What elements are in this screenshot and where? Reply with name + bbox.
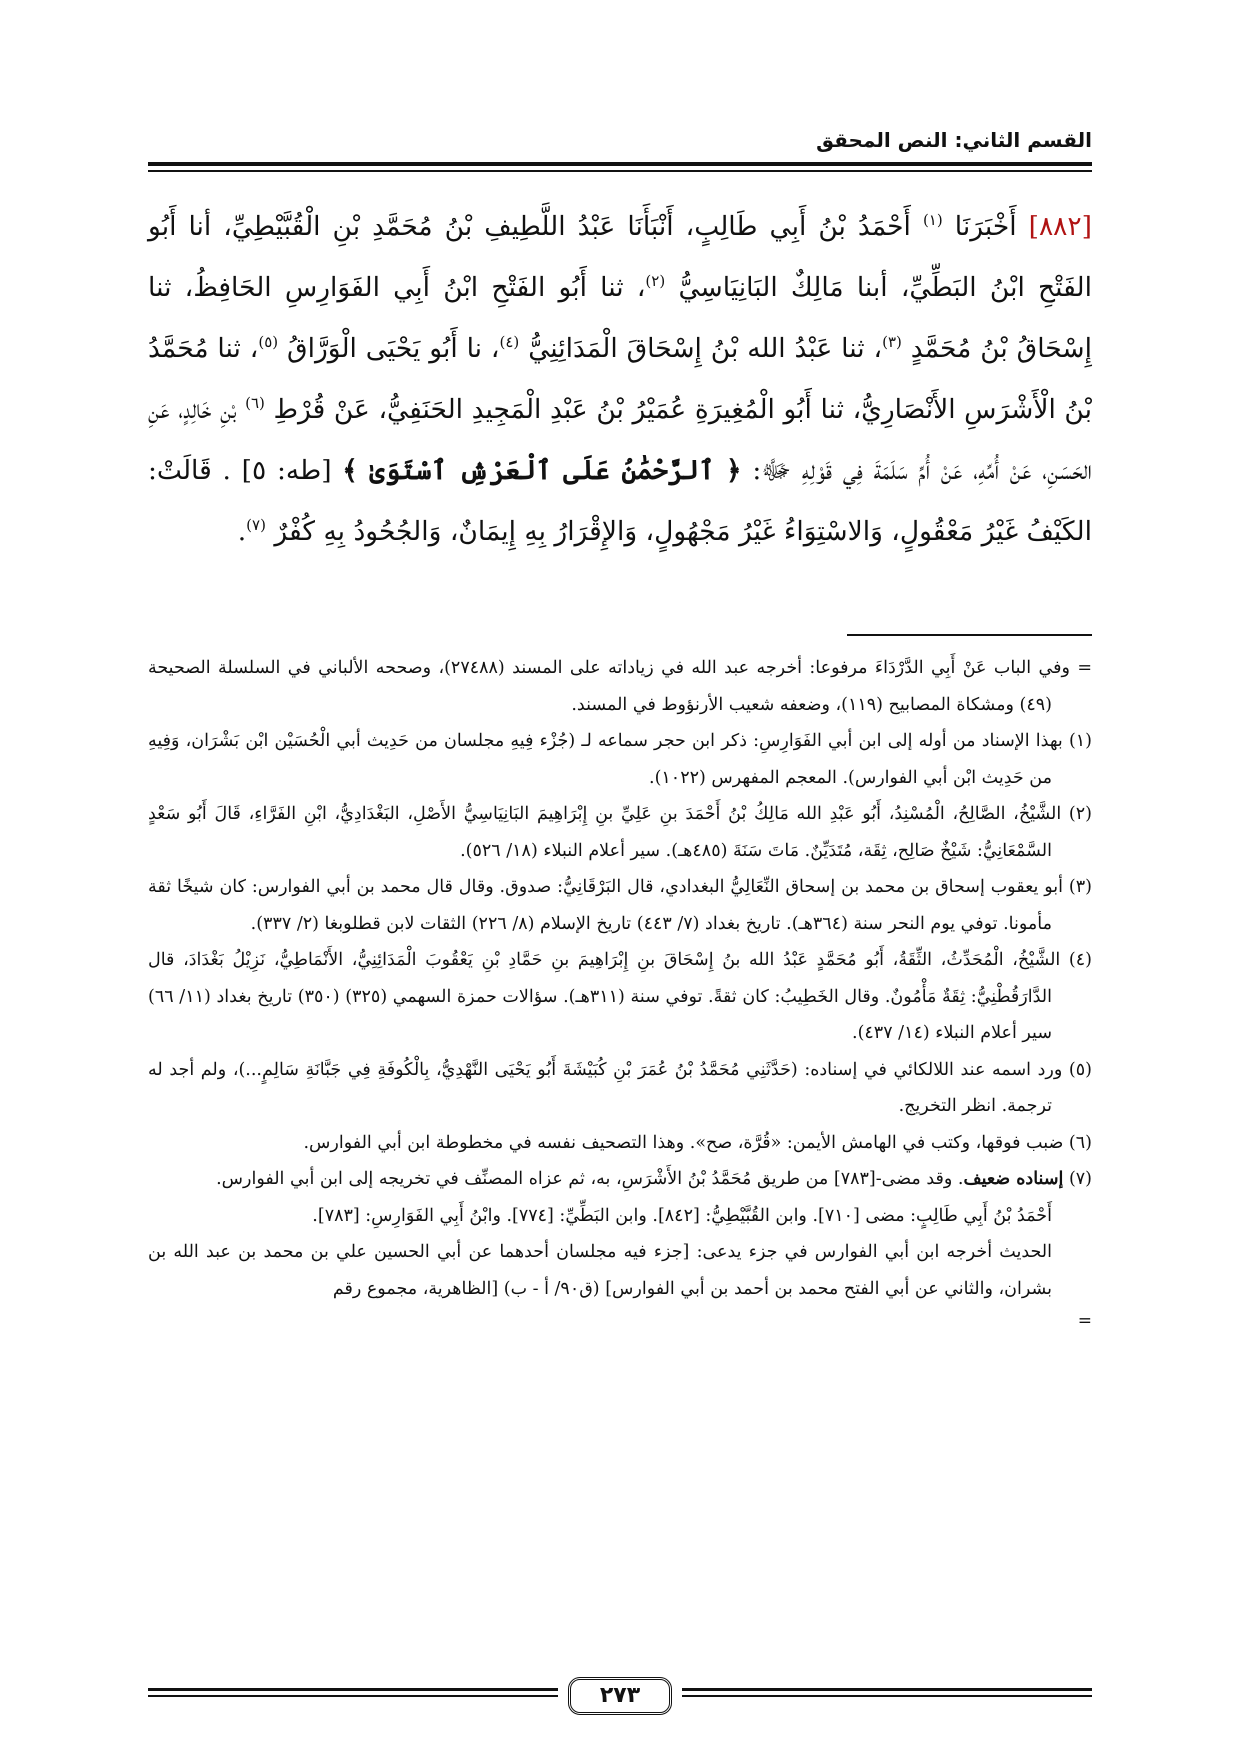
footnote-5: (٥) ورد اسمه عند اللالكائي في إسناده: (حَدَّثَنِي مُحَمَّدُ بْنُ عُمَرَ بْنِ كُبَيْشَةَ أَبُو يَحْيَى النَّهْدِيُّ، بِالْكُوفَةِ فِي جَبَّانَةِ سَالِمٍ...)، ولم أجد له ترجمة. انظر التخريج. [148,1059,1092,1116]
footnote-7-takhrij: الحديث أخرجه ابن أبي الفوارس في جزء يدعى: [جزء فيه مجلسان أحدهما عن أبي الحسين علي بن محمد بن عبد الله بن بشران، والثاني عن أبي الفتح محمد بن أحمد بن أبي الفوارس] (ق٩٠/ أ - ب) [الظاهرية، مجموع رقم [148,1242,1052,1299]
footnote-ref-6: (٦) [245,394,265,413]
header-double-rule [148,162,1092,174]
footnote-ref-7: (٧) [246,516,266,535]
footnote-ref-3: (٣) [882,333,902,352]
footnote-ref-4: (٤) [499,333,520,352]
quran-verse: ﴿ ٱلرَّحْمَٰنُ عَلَى ٱلْعَرْشِ ٱسْتَوَىٰ ﴾ [342,455,742,486]
footnote-ref-5: (٥) [258,333,279,352]
text-segment: ، نا أَبُو يَحْيَى الْوَرَّاقُ [287,333,500,364]
footnote-7-mark: (٧) [1068,1169,1092,1189]
page-number: ٢٧٣ [568,1677,672,1715]
text-segment: ، ثنا أَبُو الفَتْحِ ابْنُ أَبِي الفَوَارِسِ الحَافِظُ، ثنا إِسْحَاقُ بْنُ مُحَمَّدٍ [148,272,1092,364]
footnotes [148,650,1092,1335]
footnote-7-narrators: أَحْمَدُ بْنُ أَبِي طَالِبٍ: مضى [٧١٠]. وابن القُبَّيْطِيُّ: [٨٤٢]. وابن البَطِّيِّ: [٧٧٤]. وابْنُ أَبِي الفَوَارِسِ: [٧٨٣]. [312,1205,1052,1226]
text-segment: [طه: ٥] . قَالَتْ: الكَيْفُ غَيْرُ مَعْقُولٍ، وَالاسْتِوَاءُ غَيْرُ مَجْهُولٍ، وَالإِقْرَارُ بِهِ إِيمَانٌ، وَالجُحُودُ بِهِ كُفْرٌ [148,455,1092,547]
footnote-7 [148,1161,1092,1198]
footnote-4: (٤) الشَّيْخُ، الْمُحَدِّثُ، الثِّقَةُ، أَبُو مُحَمَّدٍ عَبْدُ الله بنُ إِسْحَاقَ بنِ إِبْرَاهِيمَ بنِ حَمَّادِ بْنِ يَعْقُوبَ الْمَدَائِنِيُّ، الأَنْمَاطِيُّ، نَزِيْلُ بَغْدَادَ، قال الدَّارَقُطْنِيُّ: ثِقَةٌ مَأْمُونٌ. وقال الخَطِيبُ: كان ثقةً. توفي سنة (٣١١هـ). سؤالات حمزة السهمي (٣٢٥) (٣٥٠) تاريخ بغداد (١١/ ٦٦) سير أعلام النبلاء (١٤/ ٤٣٧). [148,950,1092,1043]
footnote-2: (٢) الشَّيْخُ، الصَّالِحُ، الْمُسْنِدُ، أَبُو عَبْدِ الله مَالِكُ بْنُ أَحْمَدَ بنِ عَلِيِّ بنِ إِبْرَاهِيمَ البَانِيَاسِيُّ الأَصْلِ، البَغْدَادِيُّ، ابْنِ الفَرَّاءِ، قَالَ أَبُو سَعْدٍ السَّمْعَانِيُّ: شَيْخٌ صَالِح، ثِقَة، مُتَدَيِّنٌ. مَاتَ سَنَةَ (٤٨٥هـ). سير أعلام النبلاء (١٨/ ٥٢٦). [148,804,1092,861]
footnote-1: (١) بهذا الإسناد من أوله إلى ابن أبي الفَوَارِسِ: ذكر ابن حجر سماعه لـ (جُزْء فِيهِ مجلسان من حَدِيث أبي الْحُسَيْن ابْن بَشْرَان، وَفِيهِ من حَدِيث ابْن أبي الفوارس). المعجم المفهرس (١٠٢٢). [148,731,1092,788]
footnote-7-text: . وقد مضى-[٧٨٣] من طريق مُحَمَّدُ بْنُ الأَشْرَسِ، به، ثم عزاه المصنِّف في تخريجه إلى ابن أبي الفوارس. [216,1169,964,1189]
hadith-number: [٨٨٢] [1028,211,1092,242]
page-footer [148,1677,1092,1711]
text-segment: أَخْبَرَنَا [954,211,1017,242]
footnote-ref-2: (٢) [645,272,666,291]
text-segment: بْنِ خَالِدٍ، عَنِ الحَسَنِ، عَنْ أُمِّهِ، عَنْ أُمِّ سَلَمَةَ فِي قَوْلِهِ ﷻ: [148,394,1092,486]
text-segment: . [237,516,247,547]
footnote-6: (٦) ضبب فوقها، وكتب في الهامش الأيمن: «قُرَّة، صح». وهذا التصحيف نفسه في مخطوطة ابن أبي الفوارس. [303,1132,1092,1153]
footnote-ref-1: (١) [922,211,943,230]
text-segment: أَحْمَدُ بْنُ أَبِي طَالِبٍ، أَنْبَأَنَا عَبْدُ اللَّطِيفِ بْنُ مُحَمَّدِ بْنِ الْقُبَّيْطِيِّ، أنا أَبُو الفَتْحِ ابْنُ البَطِّيِّ، أبنا مَالِكٌ البَانِيَاسِيُّ [148,211,1092,303]
text-segment: ، ثنا مُحَمَّدُ بْنُ الْأَشْرَسِ الأَنْصَارِيُّ، ثنا أَبُو الْمُغِيرَةِ عُمَيْرُ بْنُ عَبْدِ الْمَجِيدِ الحَنَفِيُّ، عَنْ قُرْطِ [148,333,1092,425]
footnote-carryover: = وفي الباب عَنْ أَبِي الدَّرْدَاءَ مرفوعا: أخرجه عبد الله في زياداته على المسند (٢٧٤٨٨)، وصححه الألباني في السلسلة الصحيحة (٤٩) ومشكاة المصابيح (١١٩)، وضعفه شعيب الأرنؤوط في المسند. [148,658,1092,715]
footnote-7-grade: إسناده ضعيف [963,1169,1064,1189]
running-header: القسم الثاني: النص المحقق [816,128,1092,152]
text-segment: ، ثنا عَبْدُ الله بْنُ إِسْحَاقَ الْمَدَائِنِيُّ [528,333,883,364]
continuation-mark: = [1077,1311,1092,1331]
footnote-separator [847,634,1092,636]
hadith-text [148,196,1092,562]
footnote-3: (٣) أبو يعقوب إسحاق بن محمد بن إسحاق النِّعَالِيُّ البغدادي، قال البَرْقَانِيُّ: صدوق. وقال قال محمد بن أبي الفوارس: كان شيخًا ثقة مأمونا. توفي يوم النحر سنة (٣٦٤هـ). تاريخ بغداد (٧/ ٤٤٣) تاريخ الإسلام (٨/ ٢٢٦) الثقات لابن قطلوبغا (٢/ ٣٣٧). [148,877,1092,934]
